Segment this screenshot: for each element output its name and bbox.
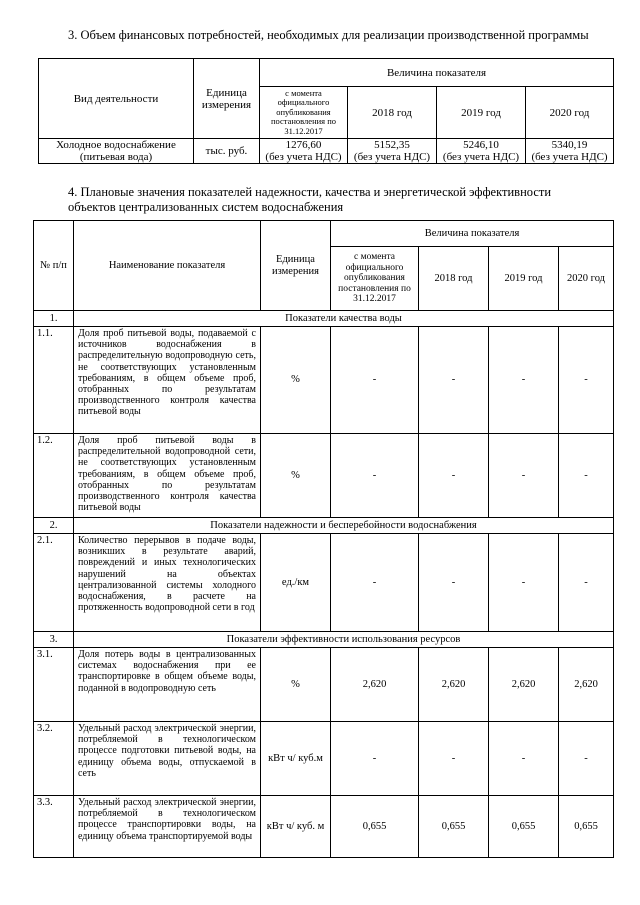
row-name: Доля проб питьевой воды в распределительной водопроводной сети, не соответствующих установленным требованиям, в общем объеме проб, отобранных по результатам производственного контроля качества питьевой воды <box>74 434 261 518</box>
header-period-2019: 2019 год <box>489 247 559 311</box>
row-value: - <box>331 534 419 632</box>
row-value: - <box>419 534 489 632</box>
amount: 1276,60 <box>285 139 322 151</box>
header-period-2018: 2018 год <box>419 247 489 311</box>
row-name: Доля проб питьевой воды, подаваемой с источников водоснабжения в распределительную водопроводную сеть, не соответствующих установленным требованиям, в общем объеме проб, отобранных по результатам производственного контроля качества питьевой воды <box>74 327 261 434</box>
row-value: - <box>331 434 419 518</box>
section4-title: 4. Плановые значения показателей надежности, качества и энергетической эффективности объектов централизованных систем водоснабжения <box>68 185 552 214</box>
row-name: Удельный расход электрической энергии, потребляемой в технологическом процессе транспортировки воды, на единицу объема транспортируемой воды <box>74 796 261 858</box>
vat-note: (без учета НДС) <box>265 151 342 163</box>
row-unit: кВт ч/ куб.м <box>261 722 331 796</box>
section-title: Показатели надежности и бесперебойности водоснабжения <box>74 518 614 534</box>
row-value-2018 <box>348 139 437 164</box>
header-period-initial: с момента официального опубликования постановления по 31.12.2017 <box>260 87 348 139</box>
section-title: Показатели эффективности использования ресурсов <box>74 632 614 648</box>
vat-note: (без учета НДС) <box>353 151 431 163</box>
section-title: Показатели качества воды <box>74 311 614 327</box>
row-num: 1.2. <box>34 434 74 518</box>
row-value: 0,655 <box>559 796 614 858</box>
financial-needs-table <box>38 58 614 164</box>
row-value: - <box>419 434 489 518</box>
row-value: - <box>559 534 614 632</box>
header-name: Наименование показателя <box>74 221 261 311</box>
header-unit: Единица измерения <box>261 221 331 311</box>
row-value: 2,620 <box>331 648 419 722</box>
row-num: 3.3. <box>34 796 74 858</box>
row-value: - <box>489 722 559 796</box>
row-value: - <box>489 327 559 434</box>
header-unit: Единица измерения <box>194 59 260 139</box>
row-value: - <box>419 327 489 434</box>
indicators-table <box>33 220 614 858</box>
row-value-2020 <box>526 139 614 164</box>
vat-note: (без учета НДС) <box>442 151 520 163</box>
row-value: - <box>559 327 614 434</box>
row-value-2019 <box>437 139 526 164</box>
row-value: - <box>419 722 489 796</box>
amount: 5340,19 <box>551 139 588 151</box>
row-value: - <box>559 434 614 518</box>
row-unit: ед./км <box>261 534 331 632</box>
section-num: 2. <box>34 518 74 534</box>
row-activity: Холодное водоснабжение (питьевая вода) <box>39 139 194 164</box>
row-value: 0,655 <box>419 796 489 858</box>
header-period-2020: 2020 год <box>526 87 614 139</box>
amount: 5246,10 <box>463 139 499 151</box>
row-value: 2,620 <box>419 648 489 722</box>
header-period-2018: 2018 год <box>348 87 437 139</box>
amount: 5152,35 <box>374 139 410 151</box>
row-value: - <box>489 434 559 518</box>
row-num: 3.2. <box>34 722 74 796</box>
header-num: № п/п <box>34 221 74 311</box>
row-unit: % <box>261 434 331 518</box>
row-value: 2,620 <box>559 648 614 722</box>
header-period-initial: с момента официального опубликования постановления по 31.12.2017 <box>331 247 419 311</box>
row-value: - <box>559 722 614 796</box>
header-period-2019: 2019 год <box>437 87 526 139</box>
row-value: - <box>331 722 419 796</box>
header-value: Величина показателя <box>260 59 614 87</box>
row-value: - <box>489 534 559 632</box>
row-value: 2,620 <box>489 648 559 722</box>
header-period-2020: 2020 год <box>559 247 614 311</box>
header-value: Величина показателя <box>331 221 614 247</box>
row-unit: % <box>261 648 331 722</box>
header-activity: Вид деятельности <box>39 59 194 139</box>
row-value-initial <box>260 139 348 164</box>
row-num: 1.1. <box>34 327 74 434</box>
row-num: 3.1. <box>34 648 74 722</box>
row-num: 2.1. <box>34 534 74 632</box>
row-value: - <box>331 327 419 434</box>
row-value: 0,655 <box>331 796 419 858</box>
row-unit: % <box>261 327 331 434</box>
row-unit: кВт ч/ куб. м <box>261 796 331 858</box>
row-unit: тыс. руб. <box>194 139 260 164</box>
section3-title: 3. Объем финансовых потребностей, необходимых для реализации производственной программы <box>68 28 589 42</box>
section-num: 3. <box>34 632 74 648</box>
row-name: Доля потерь воды в централизованных системах водоснабжения при ее транспортировке в общем объеме воды, поданной в водопроводную сеть <box>74 648 261 722</box>
row-name: Удельный расход электрической энергии, потребляемой в технологическом процессе подготовки питьевой воды, на единицу объема воды, отпускаемой в сеть <box>74 722 261 796</box>
row-value: 0,655 <box>489 796 559 858</box>
row-name: Количество перерывов в подаче воды, возникших в результате аварий, повреждений и иных технологических нарушений на объектах централизованной системы холодного водоснабжения, в расчете на протяженность водопроводной сети в год <box>74 534 261 632</box>
vat-note: (без учета НДС) <box>531 151 608 163</box>
section-num: 1. <box>34 311 74 327</box>
